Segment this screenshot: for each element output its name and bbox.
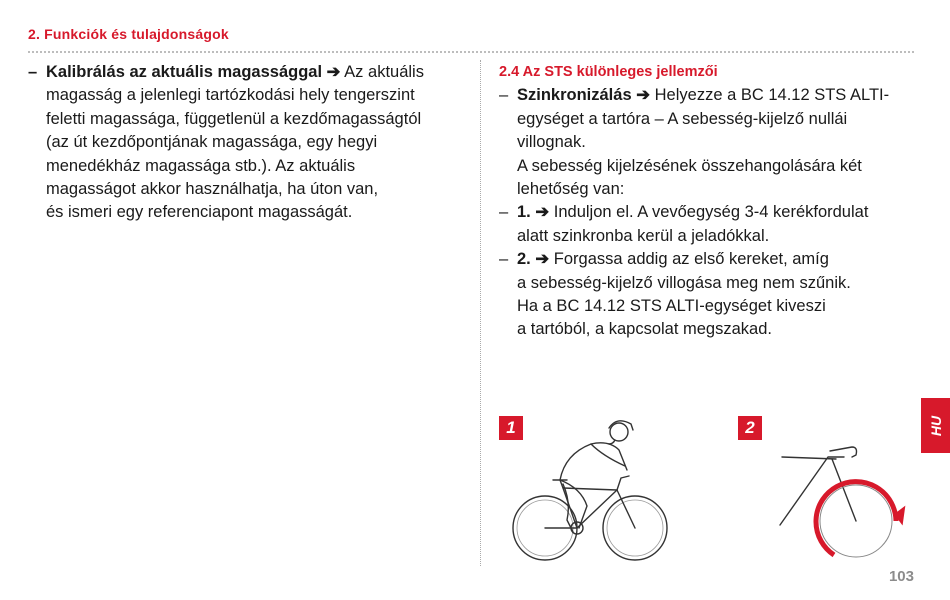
text-line: villognak. (517, 133, 586, 152)
right-column (499, 61, 899, 342)
text-line-content: Az aktuális (344, 63, 424, 81)
text-line: A sebesség kijelzésének összehangolására két (517, 156, 862, 175)
text-line: a sebesség-kijelző villogása meg nem szűnik. (517, 273, 851, 292)
list-item-option-2 (499, 248, 899, 342)
list-dash: – (499, 203, 509, 222)
text-line: Ha a BC 14.12 STS ALTI-egységet kiveszi (517, 297, 826, 316)
arrow-icon: ➔ (535, 250, 550, 269)
page-number: 103 (888, 568, 914, 585)
list-dash: – (499, 250, 509, 269)
list-item-sync (499, 84, 899, 201)
list-item-option-1 (499, 201, 899, 248)
text-line: magasságot akkor használhatja, ha úton van, (46, 180, 379, 199)
text-line (517, 248, 899, 271)
text-line (46, 61, 468, 84)
text-line: menedékház magassága stb.). Az aktuális (46, 156, 356, 175)
text-line (517, 201, 899, 224)
text-line: egységet a tartóra – A sebesség-kijelző nullái (517, 109, 848, 128)
list-item-calibration (28, 61, 468, 225)
option-number: 2. (517, 250, 531, 269)
text-line-content: Forgassa addig az első kereket, amíg (553, 250, 829, 269)
text-line: alatt szinkronba kerül a jeladókkal. (517, 226, 770, 245)
section-header: 2. Funkciók és tulajdonságok (28, 26, 229, 42)
figure-1-label: 1 (499, 416, 523, 440)
text-line: a tartóból, a kapcsolat megszakad. (517, 320, 772, 339)
term-sync: Szinkronizálás (517, 86, 632, 105)
subsection-title: 2.4 Az STS különleges jellemzői (499, 64, 718, 80)
text-line (517, 84, 899, 107)
text-line-content: Induljon el. A vevőegység 3-4 kerékfordulat (553, 203, 869, 222)
language-tab (921, 398, 950, 453)
cyclist-illustration (505, 410, 675, 565)
list-dash: – (499, 86, 509, 105)
list-dash: – (28, 63, 38, 81)
text-line: lehetőség van: (517, 180, 625, 199)
figure-2-label: 2 (738, 416, 762, 440)
text-line: és ismeri egy referenciapont magasságát. (46, 203, 353, 222)
term-calibration: Kalibrálás az aktuális magassággal (46, 63, 323, 81)
header-divider (28, 51, 914, 53)
text-line: (az út kezdőpontjának magassága, egy hegyi (46, 133, 378, 152)
option-number: 1. (517, 203, 531, 222)
text-line: feletti magassága, függetlenül a kezdőmagasságtól (46, 109, 422, 128)
arrow-icon: ➔ (636, 86, 651, 105)
left-column (28, 61, 468, 225)
text-line-content: Helyezze a BC 14.12 STS ALTI- (654, 86, 890, 105)
language-code: HU (927, 415, 944, 436)
arrow-icon: ➔ (326, 63, 341, 81)
front-wheel-rotation-illustration (772, 435, 920, 565)
arrow-icon: ➔ (535, 203, 550, 222)
text-line: magasság a jelenlegi tartózkodási hely tengerszint (46, 86, 415, 105)
column-divider (480, 60, 481, 566)
